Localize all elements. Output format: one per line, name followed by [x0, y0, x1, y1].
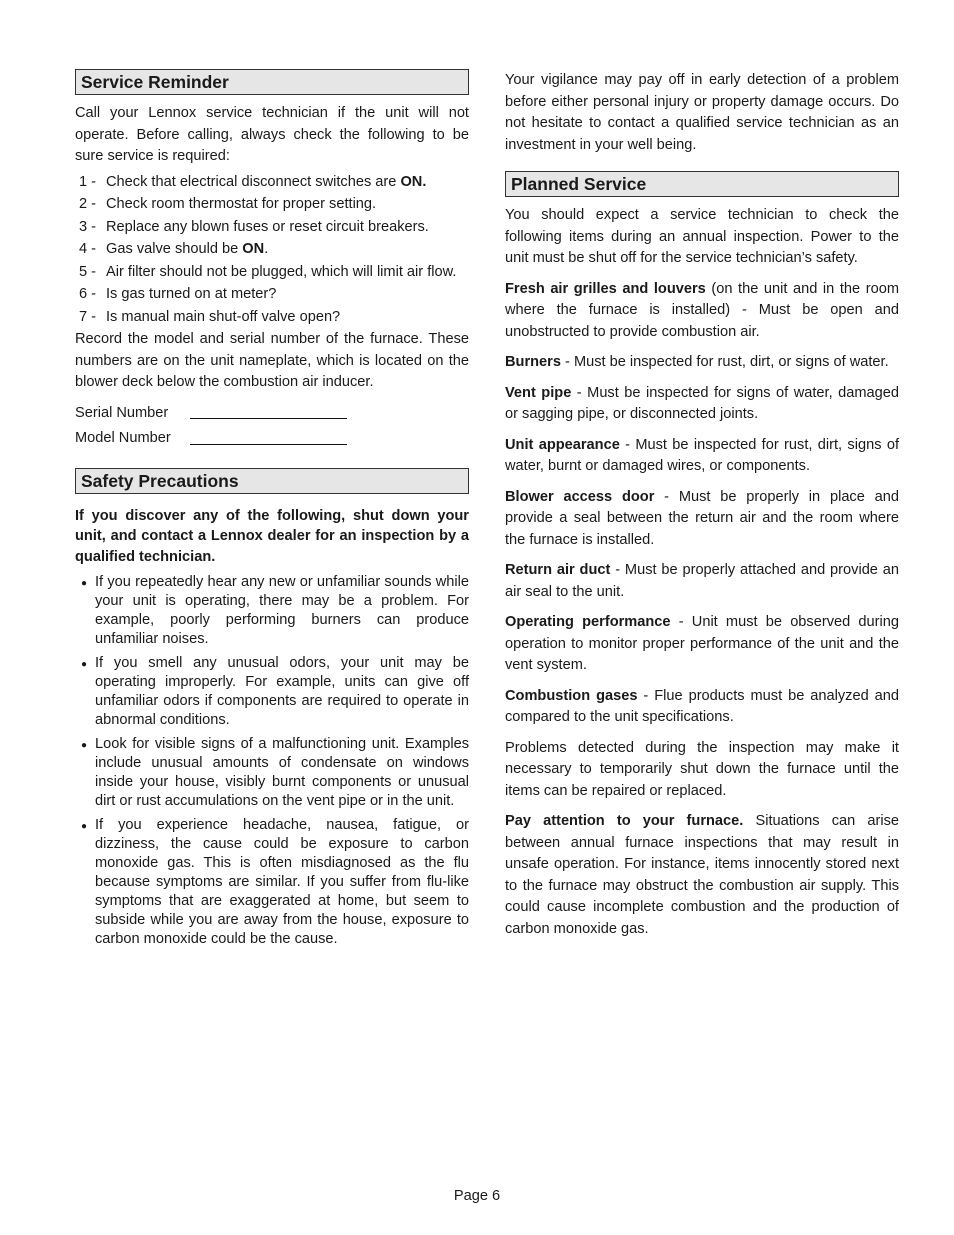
vigilance-paragraph: Your vigilance may pay off in early detection of a problem before either personal injury or property damage occurs. Do not hesitate to contact a qualified service technician as an investment in your well being. [505, 72, 899, 153]
pay-attention-paragraph: Pay attention to your furnace. Situations can arise between annual furnace inspections that may result in unsafe operation. For instance, items innocently stored next to the furnace may obstruct the combustion air supply. This could cause incomplete combustion and the production of carbon monoxide gas. [505, 813, 900, 937]
list-item: ● If you repeatedly hear any new or unfamiliar sounds while your unit is operating, there may be a problem. For example, poorly performing burners can produce unfamiliar noises. [75, 573, 469, 649]
model-number-blank [190, 429, 347, 445]
planned-service-heading: Planned Service [505, 171, 899, 197]
checklist-item: 4 - Gas valve should be ON. [79, 241, 269, 257]
checklist-item: 2 - Check room thermostat for proper setting. [79, 196, 377, 212]
bullet-icon: ● [81, 659, 88, 670]
record-instructions: Record the model and serial number of the furnace. These numbers are on the unit nameplate, which is located on the blower deck below the combustion air inducer. [75, 331, 469, 390]
list-item: ● If you smell any unusual odors, your unit may be operating improperly. For example, units can give off unfamiliar odors if components are required to operate in abnormal conditions. [75, 654, 469, 730]
serial-number-label: Serial Number [75, 404, 169, 421]
checklist-item: 1 - Check that electrical disconnect switches are ON. [79, 173, 427, 190]
serial-number-field [75, 403, 469, 425]
checklist-item: 6 - Is gas turned on at meter? [79, 286, 277, 302]
checklist-item: 3 - Replace any blown fuses or reset circuit breakers. [79, 218, 429, 235]
inspection-item: Return air duct - Must be properly attached and provide an air seal to the unit. [505, 562, 899, 600]
bullet-icon: ● [81, 740, 88, 751]
inspection-item: Unit appearance - Must be inspected for rust, dirt, signs of water, burnt or damaged wires, or components. [505, 436, 899, 474]
serial-number-blank [190, 403, 347, 419]
service-reminder-intro: Call your Lennox service technician if the unit will not operate. Before calling, always check the following to be sure service is required: [75, 105, 469, 164]
service-checklist [75, 172, 469, 329]
bullet-icon: ● [81, 821, 88, 832]
inspection-item: Burners - Must be inspected for rust, dirt, or signs of water. [505, 354, 889, 370]
safety-bullets [75, 573, 469, 949]
problems-paragraph: Problems detected during the inspection may make it necessary to temporarily shut down the furnace until the items can be repaired or replaced. [505, 739, 899, 799]
inspection-item: Combustion gases - Flue products must be analyzed and compared to the unit specifications. [505, 687, 900, 725]
service-reminder-heading: Service Reminder [75, 69, 469, 95]
list-item: ● If you experience headache, nausea, fatigue, or dizziness, the cause could be exposure to carbon monoxide gas. This is often misdiagnosed as the flu because symptoms are similar. If you suffer from flu-like symptoms that are exaggerated at home, but seem to subside while you are away from the house, exposure to carbon monoxide could be the cause. [75, 816, 469, 949]
inspection-item: Vent pipe - Must be inspected for signs of water, damaged or sagging pipe, or disconnected joints. [505, 384, 899, 422]
safety-precautions-heading: Safety Precautions [75, 468, 469, 494]
right-column [505, 70, 899, 949]
checklist-item: 7 - Is manual main shut-off valve open? [79, 308, 341, 325]
model-number-field [75, 428, 469, 450]
bullet-icon: ● [81, 578, 88, 589]
planned-service-intro: You should expect a service technician to check the following items during an annual inspection. Power to the unit must be shut off for the service technician’s safety. [505, 207, 899, 266]
list-item: ● Look for visible signs of a malfunctioning unit. Examples include unusual amounts of condensate on windows inside your house, visibly burnt components or unusual dirt or rust accumulations on the vent pipe or in the unit. [75, 735, 469, 811]
inspection-item: Fresh air grilles and louvers (on the unit and in the room where the furnace is installed) - Must be open and unobstructed to provide combustion air. [505, 280, 899, 340]
page-number: Page 6 [453, 1188, 501, 1204]
safety-intro: If you discover any of the following, shut down your unit, and contact a Lennox dealer for an inspection by a qualified technician. [75, 507, 469, 565]
checklist-item: 5 - Air filter should not be plugged, which will limit air flow. [79, 263, 457, 280]
left-column [75, 69, 469, 954]
model-number-label: Model Number [75, 430, 171, 446]
inspection-item: Blower access door - Must be properly in place and provide a seal between the return air and the room where the furnace is installed. [505, 488, 899, 548]
inspection-item: Operating performance - Unit must be observed during operation to monitor proper performance of the unit and the vent system. [505, 614, 899, 673]
